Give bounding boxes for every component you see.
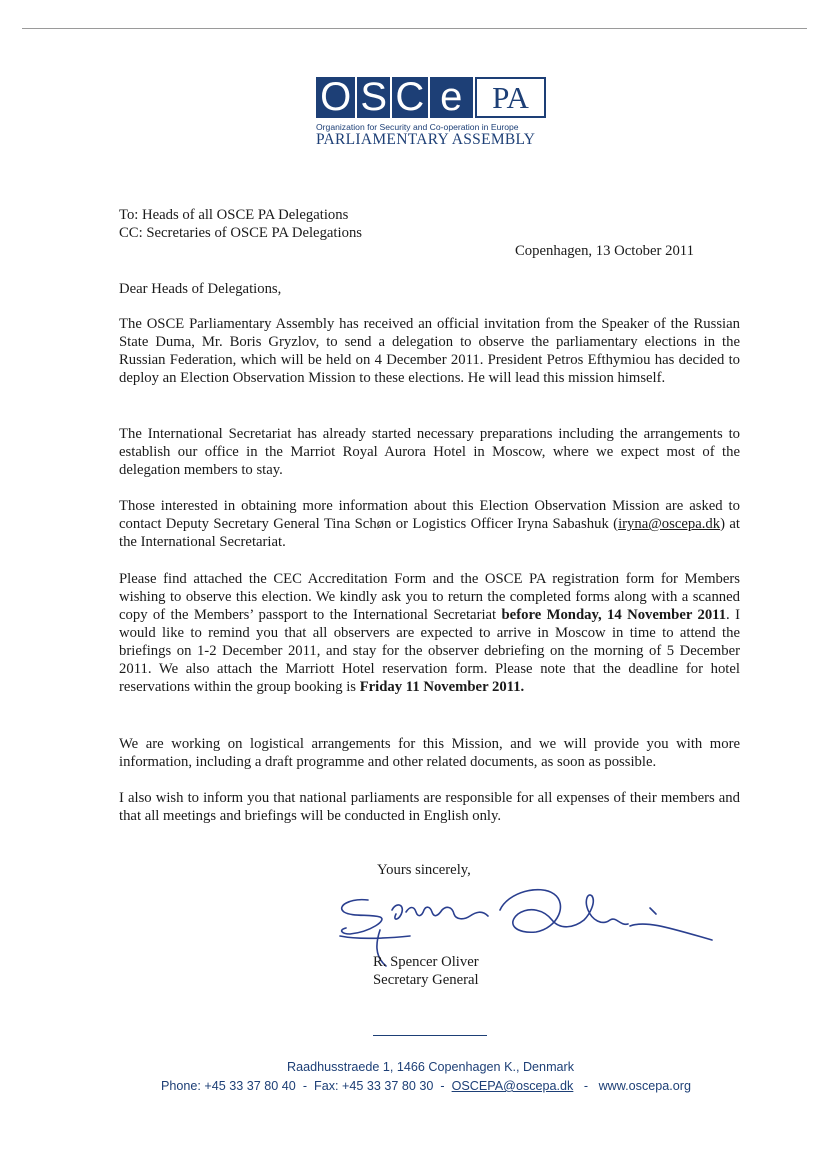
paragraph-forms: [119, 570, 740, 696]
logo-assembly: PARLIAMENTARY ASSEMBLY: [316, 131, 536, 148]
footer-email-link[interactable]: OSCEPA@oscepa.dk: [451, 1079, 574, 1093]
paragraph-logistics: We are working on logistical arrangements for this Mission, and we will provide you with more information, including a draft programme and other related documents, as soon as possible.: [119, 736, 740, 770]
footer-separator: -: [302, 1079, 308, 1093]
paragraph-contact: [119, 497, 740, 551]
forms-text-2: . I would like to remind you that all observers are expected to arrive in Moscow in time to attend the briefings on 1-2 December 2011, and stay for the observer debriefing on the morning of 5 December 2011. We also attach the Marriott Hotel reservation form. Please note that the deadline for hotel reservations within the group booking is: [119, 607, 740, 695]
top-rule: [22, 28, 807, 29]
closing: Yours sincerely,: [377, 862, 471, 878]
salutation: Dear Heads of Delegations,: [119, 281, 282, 297]
paragraph-invitation: The OSCE Parliamentary Assembly has received an official invitation from the Speaker of the Russian State Duma, Mr. Boris Gryzlov, to send a delegation to observe the parliamentary elections in the Russian Federation, which will be held on 4 December 2011. President Petros Efthymiou has decided to deploy an Election Observation Mission to these elections. He will lead this mission himself.: [119, 316, 740, 386]
logo-letter-s: S: [357, 77, 390, 118]
forms-text-1: Please find attached the CEC Accreditation Form and the OSCE PA registration form for Members wishing to observe this election. We kindly ask you to return the completed forms along with a scanned copy of the Members’ passport to the International Secretariat: [119, 571, 740, 623]
contact-email-link[interactable]: iryna@oscepa.dk: [618, 516, 721, 532]
footer-fax: Fax: +45 33 37 80 30: [314, 1079, 434, 1093]
place-date: Copenhagen, 13 October 2011: [515, 243, 694, 259]
forms-deadline-bold: before Monday, 14 November 2011: [501, 607, 727, 623]
footer-separator: -: [583, 1079, 589, 1093]
paragraph-expenses: I also wish to inform you that national parliaments are responsible for all expenses of their members and that all meetings and briefings will be conducted in English only.: [119, 790, 740, 824]
signer-name: R. Spencer Oliver: [373, 954, 479, 970]
logo-letter-c: C: [392, 77, 428, 118]
footer-address: Raadhusstraede 1, 1466 Copenhagen K., Denmark: [287, 1060, 575, 1074]
footer-contact-line: [161, 1079, 691, 1093]
contact-text-2: ) at the International Secretariat.: [119, 516, 740, 550]
logo-letter-o: O: [316, 77, 355, 118]
hotel-deadline-bold: Friday 11 November 2011.: [359, 679, 525, 695]
footer-rule: [373, 1035, 487, 1036]
footer-website[interactable]: www.oscepa.org: [598, 1079, 691, 1093]
paragraph-preparations: The International Secretariat has already started necessary preparations including the arrangements to establish our office in the Marriot Royal Aurora Hotel in Moscow, where we expect most of the delegation members to stay.: [119, 426, 740, 478]
contact-text-1: Those interested in obtaining more information about this Election Observation Mission are asked to contact Deputy Secretary General Tina Schøn or Logistics Officer Iryna Sabashuk (: [119, 498, 740, 532]
osce-pa-logo: [316, 77, 546, 149]
footer-separator: -: [440, 1079, 445, 1093]
logo-subtitle: Organization for Security and Co-operation in Europe: [316, 122, 519, 132]
footer-phone: Phone: +45 33 37 80 40: [161, 1079, 296, 1093]
recipient-cc: CC: Secretaries of OSCE PA Delegations: [119, 225, 363, 241]
recipient-to: To: Heads of all OSCE PA Delegations: [119, 207, 349, 223]
logo-letter-boxes: [316, 77, 546, 118]
logo-letter-e: e: [430, 77, 473, 118]
logo-pa: PA: [475, 77, 546, 118]
signer-title: Secretary General: [373, 972, 479, 988]
